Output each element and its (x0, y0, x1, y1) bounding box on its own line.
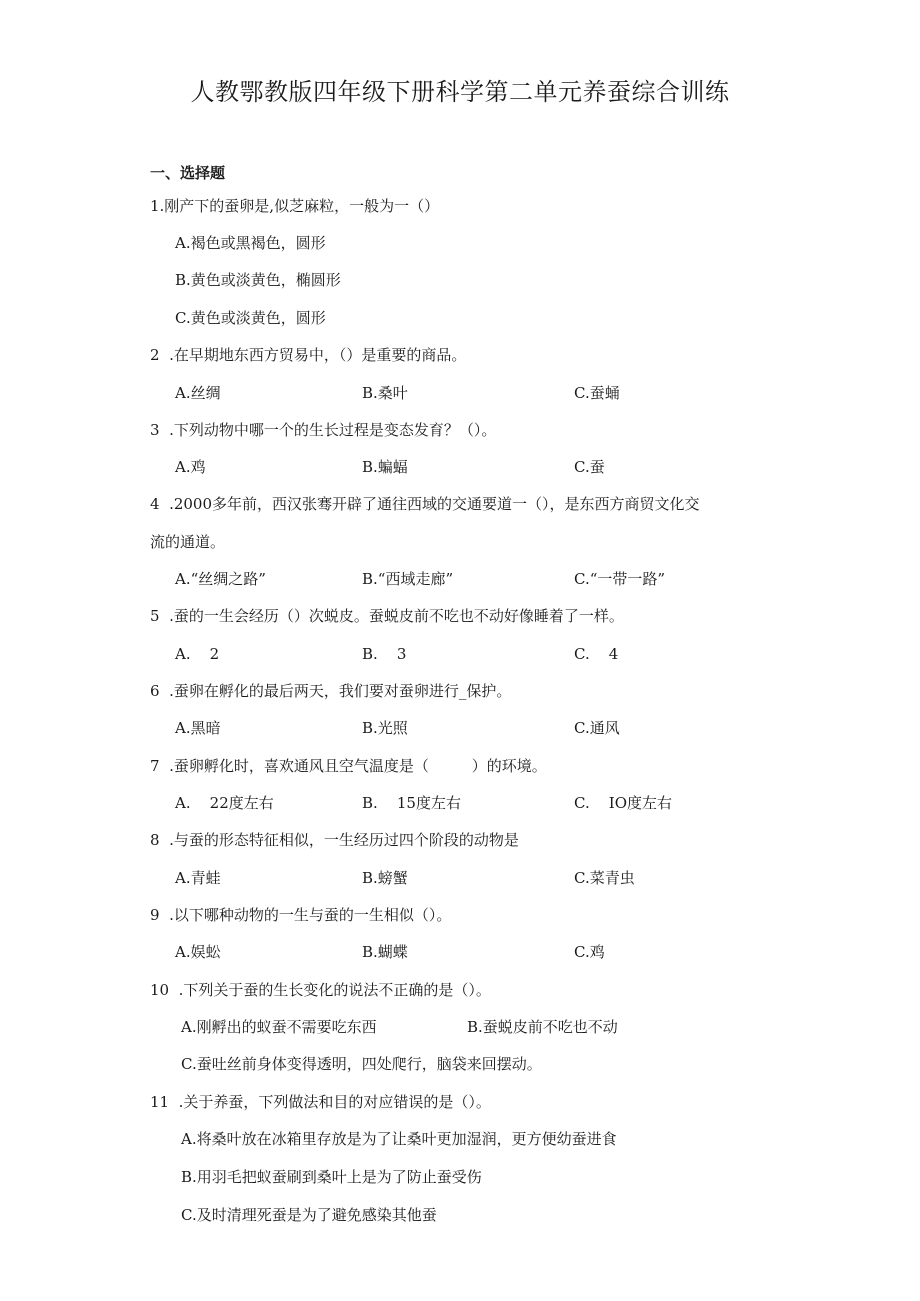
question-6-option-c: C.通风 (574, 719, 620, 737)
question-7-option-b: B. 15度左右 (362, 794, 461, 812)
question-1-option-a: A.褐色或黑褐色，圆形 (175, 234, 326, 252)
question-2-option-a: A.丝绸 (175, 384, 221, 402)
question-4-stem-continued: 流的通道。 (150, 533, 226, 551)
question-3-option-b: B.蝙蝠 (362, 458, 408, 476)
question-10-stem: 10 .下列关于蚕的生长变化的说法不正确的是（）。 (150, 981, 491, 999)
question-4-stem: 4 .2000多年前，西汉张骞开辟了通往西域的交通要道一（），是东西方商贸文化交 (150, 495, 700, 513)
question-11-option-c: C.及时清理死蚕是为了避免感染其他蚕 (181, 1206, 437, 1224)
question-3-stem: 3 .下列动物中哪一个的生长过程是变态发育？（）。 (150, 421, 497, 439)
question-4-option-b: B.“西域走廊” (362, 570, 454, 588)
question-6-stem: 6 .蚕卵在孵化的最后两天，我们要对蚕卵进行_保护。 (150, 682, 512, 700)
question-5-option-b: B. 3 (362, 645, 407, 663)
question-11-option-a: A.将桑叶放在冰箱里存放是为了让桑叶更加湿润，更方便幼蚕进食 (181, 1130, 617, 1148)
question-9-stem: 9 .以下哪种动物的一生与蚕的一生相似（）。 (150, 906, 452, 924)
question-5-stem: 5 .蚕的一生会经历（）次蜕皮。蚕蜕皮前不吃也不动好像睡着了一样。 (150, 607, 624, 625)
question-4-option-c: C.“一带一路” (574, 570, 666, 588)
question-11-stem: 11 .关于养蚕，下列做法和目的对应错误的是（）。 (150, 1093, 491, 1111)
question-3-option-a: A.鸡 (175, 458, 206, 476)
document-title: 人教鄂教版四年级下册科学第二单元养蚕综合训练 (190, 78, 730, 106)
question-2-option-b: B.桑叶 (362, 384, 408, 402)
question-11-option-b: B.用羽毛把蚁蚕刷到桑叶上是为了防止蚕受伤 (181, 1168, 482, 1186)
question-3-option-c: C.蚕 (574, 458, 605, 476)
question-8-stem: 8 .与蚕的形态特征相似，一生经历过四个阶段的动物是 (150, 831, 519, 849)
question-8-option-a: A.青蛙 (175, 869, 221, 887)
question-8-option-b: B.螃蟹 (362, 869, 408, 887)
question-1-option-c: C.黄色或淡黄色，圆形 (175, 309, 326, 327)
question-6-option-a: A.黑暗 (175, 719, 221, 737)
question-1-stem: 1.刚产下的蚕卵是,似芝麻粒，一般为一（） (150, 197, 440, 215)
question-2-stem: 2 .在早期地东西方贸易中，（）是重要的商品。 (150, 346, 467, 364)
question-7-option-c: C. IO度左右 (574, 794, 673, 812)
question-7-stem: 7 .蚕卵孵化时，喜欢通风且空气温度是（ ）的环境。 (150, 757, 547, 775)
question-9-option-a: A.娱蚣 (175, 943, 221, 961)
question-9-option-c: C.鸡 (574, 943, 605, 961)
question-9-option-b: B.蝴蝶 (362, 943, 408, 961)
question-2-option-c: C.蚕蛹 (574, 384, 620, 402)
question-6-option-b: B.光照 (362, 719, 408, 737)
question-5-option-c: C. 4 (574, 645, 619, 663)
question-10-option-c: C.蚕吐丝前身体变得透明，四处爬行，脑袋来回摆动。 (181, 1055, 542, 1073)
question-4-option-a: A.“丝绸之路” (175, 570, 266, 588)
section-heading: 一、选择题 (150, 164, 226, 182)
question-5-option-a: A. 2 (175, 645, 220, 663)
question-10-option-a: A.刚孵出的蚁蚕不需要吃东西 (181, 1018, 377, 1036)
question-8-option-c: C.菜青虫 (574, 869, 635, 887)
question-10-option-b: B.蚕蜕皮前不吃也不动 (467, 1018, 618, 1036)
question-7-option-a: A. 22度左右 (175, 794, 274, 812)
question-1-option-b: B.黄色或淡黄色，椭圆形 (175, 271, 341, 289)
